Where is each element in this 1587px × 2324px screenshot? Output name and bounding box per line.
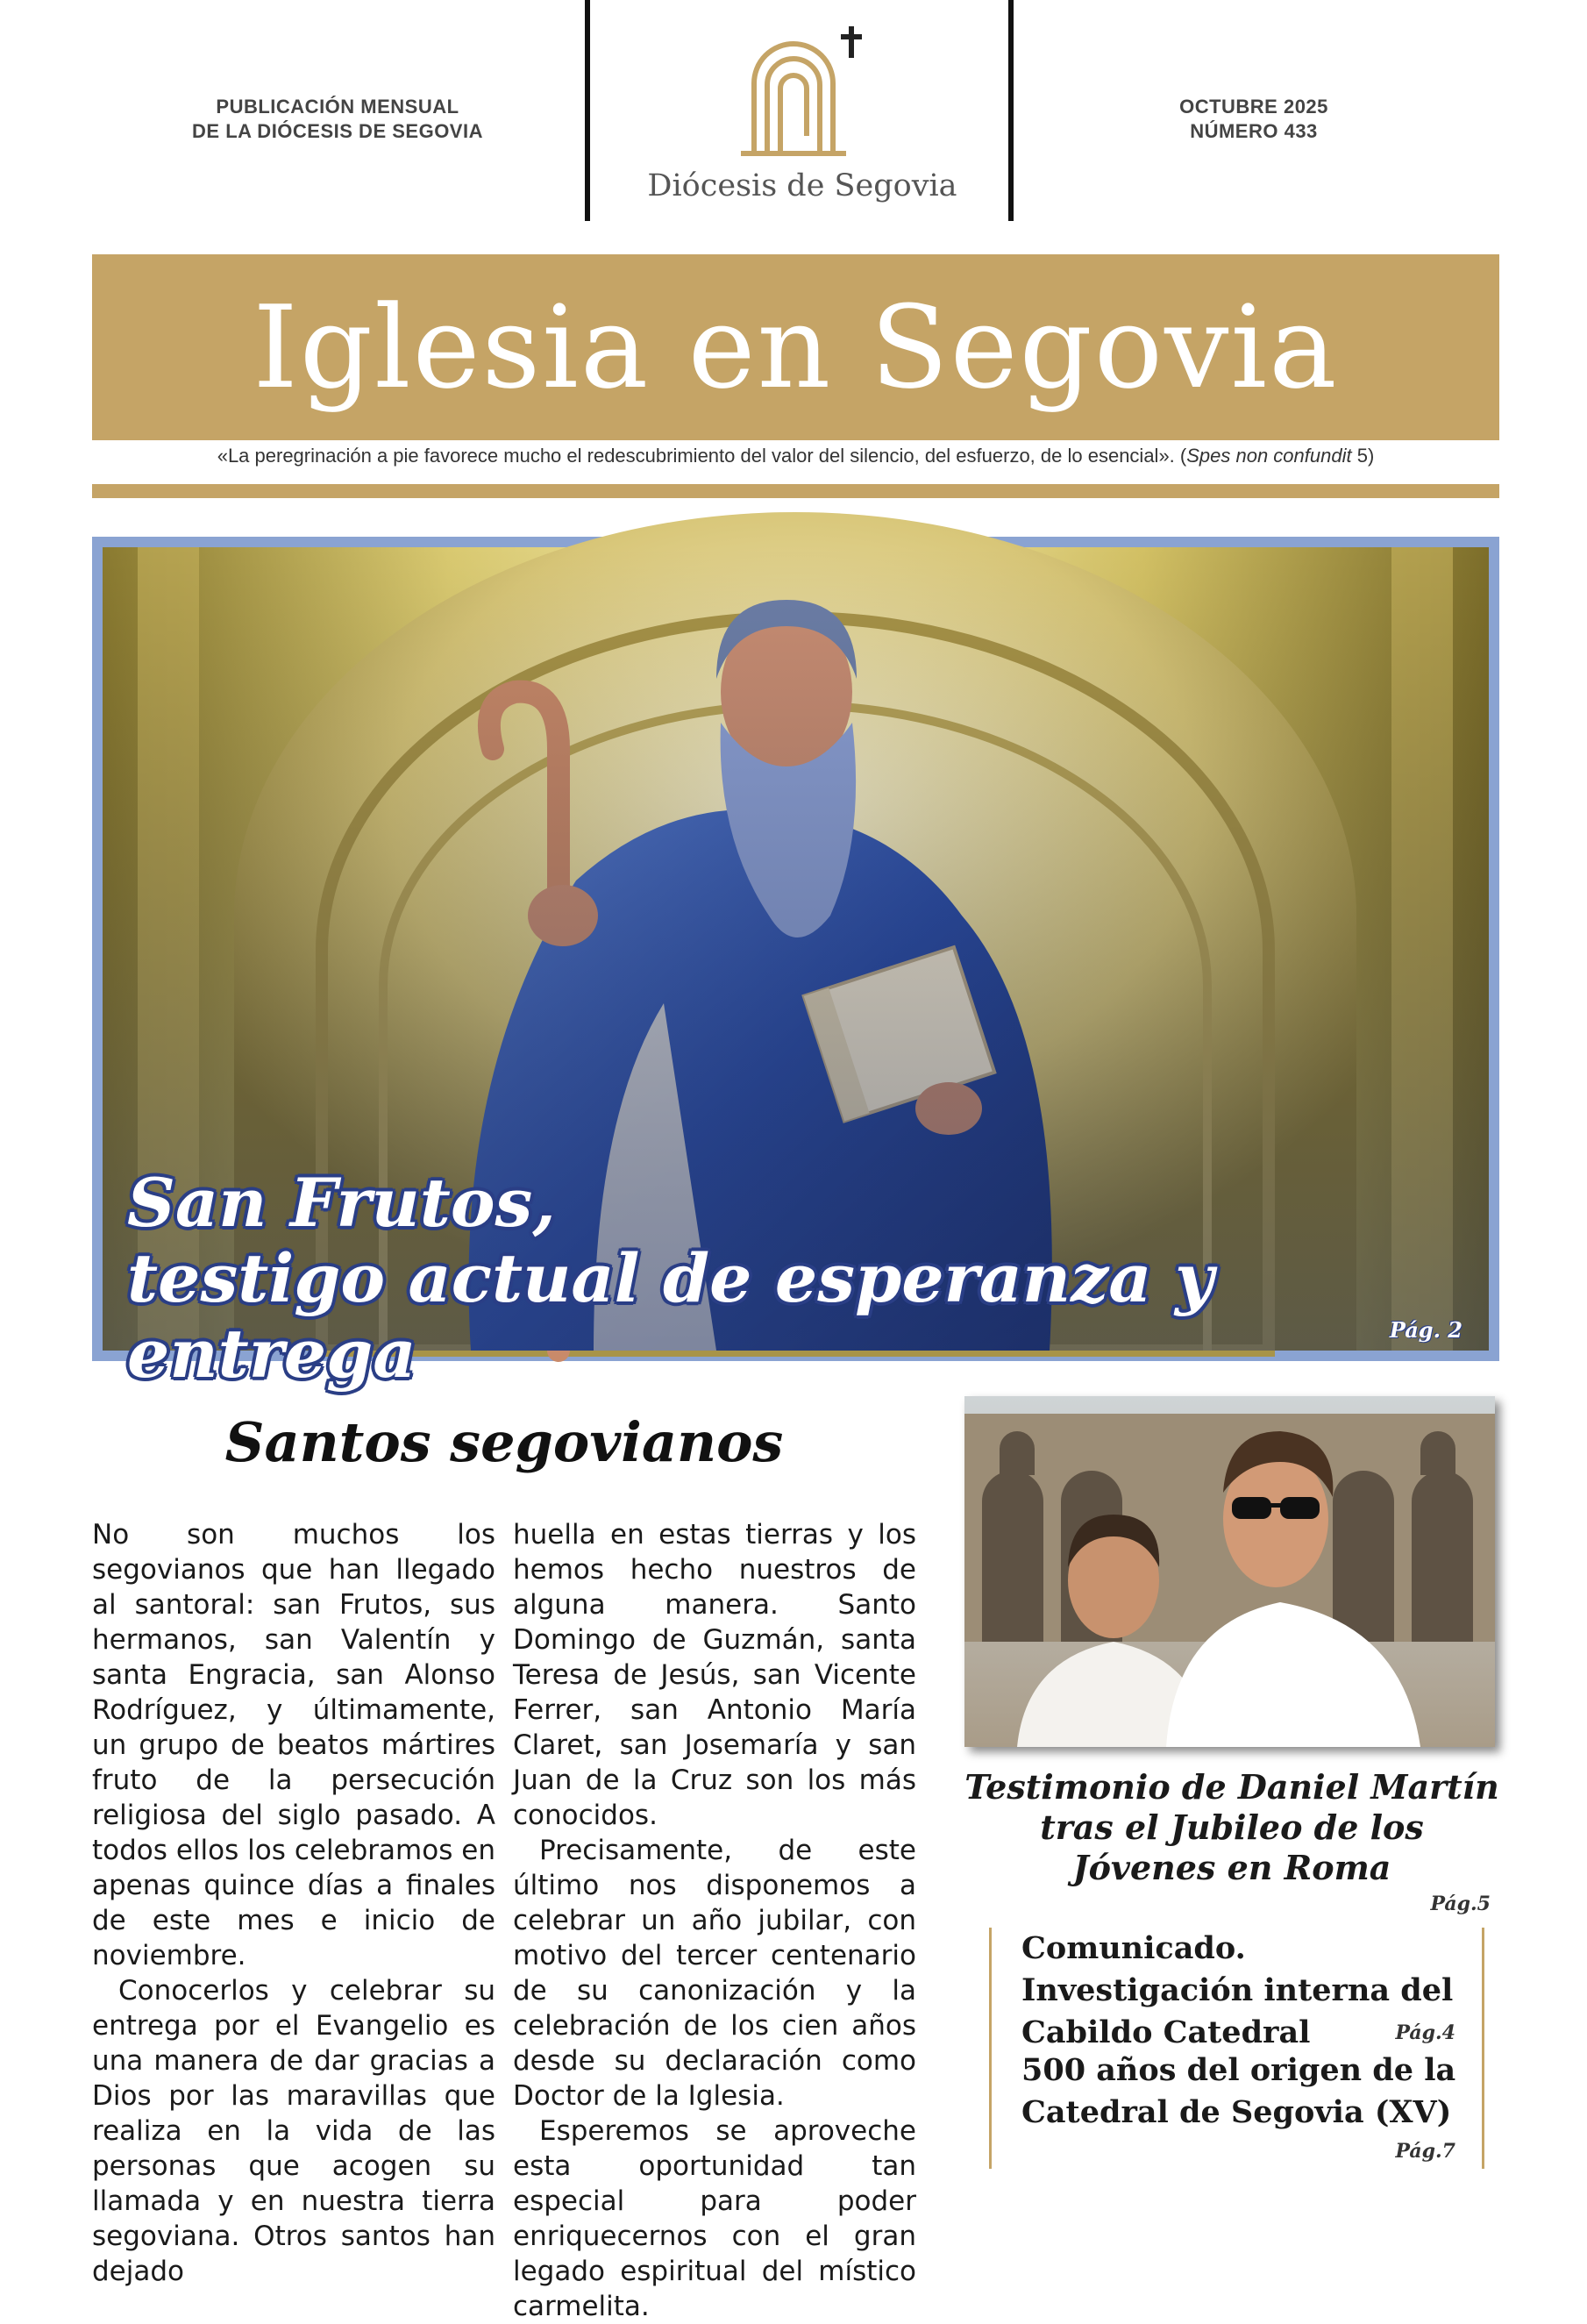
article-column-1 — [92, 1517, 495, 2289]
publication-line-2: DE LA DIÓCESIS DE SEGOVIA — [192, 120, 483, 142]
quote-source: Spes non confundit — [1186, 445, 1352, 467]
article-paragraph: Esperemos se aproveche esta oportunidad tan especial para poder enriquecernos con el gran legado espiritual del místico carmelita. — [513, 2115, 916, 2322]
issue-date: OCTUBRE 2025 — [1179, 96, 1328, 118]
cover-headline-line-1: San Frutos, — [127, 1164, 556, 1242]
issue-info — [1105, 95, 1403, 144]
young-men-rome-image — [964, 1396, 1495, 1747]
cover-headline-line-2: testigo actual de esperanza y entrega — [127, 1239, 1214, 1393]
headline-catedral-page-ref: Pág.7 — [1395, 2140, 1455, 2163]
article-paragraph: No son muchos los segovianos que han llegado al santoral: san Frutos, sus hermanos, san Valentín y santa Engracia, san Alonso Rodríguez, y últimamente, un grupo de beatos mártires fruto de la persecución religiosa del siglo pasado. A todos ellos los celebramos en apenas quince días a finales de este mes e inicio de noviembre. — [92, 1519, 495, 1971]
publication-line-1: PUBLICACIÓN MENSUAL — [216, 96, 459, 118]
article-paragraph: Conocerlos y celebrar su entrega por el Evangelio es una manera de dar gracias a Dios por las maravillas que realiza en la vida de las personas que acogen su llamada y en nuestra tierra segoviana. Otros santos han dejado — [92, 1975, 495, 2287]
article-paragraph: huella en estas tierras y los hemos hecho nuestros de alguna manera. Santo Domingo de Guzmán, santa Teresa de Jesús, san Vicente Ferrer, san Antonio María Claret, san Josemaría y san Juan de la Cruz son los más conocidos. — [513, 1519, 916, 1831]
header-divider-left — [585, 0, 590, 221]
cover-photo-frame — [92, 537, 1499, 1393]
headline-comunicado-page-ref: Pág.4 — [1395, 2021, 1455, 2044]
diocese-logo-icon — [732, 22, 872, 162]
side-photo — [964, 1396, 1495, 1747]
issue-number: NÚMERO 433 — [1190, 120, 1318, 142]
header-divider-right — [1008, 0, 1014, 221]
side-photo-caption: Testimonio de Daniel Martín tras el Jubileo de los Jóvenes en Roma — [964, 1767, 1499, 1887]
quote-end: 5) — [1351, 445, 1375, 467]
cover-photo — [103, 547, 1489, 1393]
masthead-underline — [92, 484, 1499, 498]
masthead-quote — [92, 445, 1499, 467]
side-page-ref: Pág.5 — [1430, 1893, 1491, 1915]
article-paragraph: Precisamente, de este último nos disponemos a celebrar un año jubilar, con motivo del tercer centenario de su canonización y la celebración de los cien años desde su declaración como Doctor de la Iglesia. — [513, 1835, 916, 2112]
article-column-2 — [513, 1517, 916, 2324]
publication-type — [153, 95, 522, 144]
headline-catedral: 500 años del origen de la Catedral de Segovia (XV) — [1021, 2052, 1456, 2130]
cover-page-ref: Pág. 2 — [1389, 1317, 1462, 1343]
box-rule-right — [1482, 1928, 1484, 2169]
masthead-title: Iglesia en Segovia — [253, 281, 1339, 414]
quote-text: «La peregrinación a pie favorece mucho el redescubrimiento del valor del silencio, del esfuerzo, de lo esencial». ( — [217, 445, 1187, 467]
diocese-name: Diócesis de Segovia — [647, 168, 957, 203]
box-rule-left — [989, 1928, 992, 2169]
masthead-banner — [92, 254, 1499, 440]
cover-headline — [127, 1166, 1489, 1392]
article-title: Santos segovianos — [224, 1410, 784, 1474]
headline-comunicado: Comunicado. Investigación interna del Cabildo Catedral — [1021, 1930, 1454, 2050]
